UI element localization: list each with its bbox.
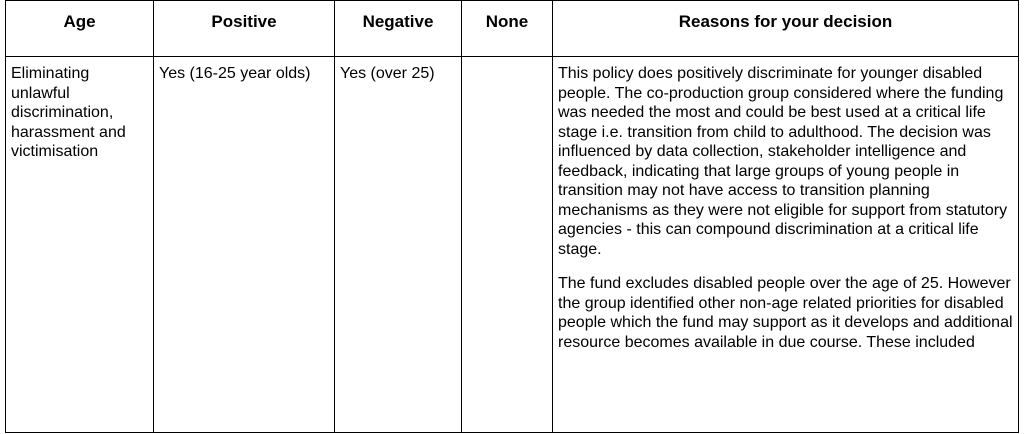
header-reasons: Reasons for your decision [553, 1, 1019, 57]
reasons-paragraph-1: This policy does positively discriminate for younger disabled people. The co-production group considered where the funding was needed the most and could be best used at a critical life stage i.e. transition from child to adulthood. The decision was influenced by data collection, stakeholder intelligence and feedback, indicating that large groups of young people in transition may not have access to transition planning mechanisms as they were not eligible for support from statutory agencies - this can compound discrimination at a critical life stage. [558, 65, 1008, 258]
table-row [6, 57, 1019, 433]
cell-none [462, 57, 553, 433]
header-none: None [462, 1, 553, 57]
cell-age-category: Eliminating unlawful discrimination, harassment and victimisation [6, 57, 154, 433]
header-row [6, 1, 1019, 57]
header-negative: Negative [335, 1, 462, 57]
cell-reasons [553, 57, 1019, 433]
header-age: Age [6, 1, 154, 57]
reasons-paragraph-2: The fund excludes disabled people over the age of 25. However the group identified other non-age related priorities for disabled people which the fund may support as it develops and additional resource becomes available in due course. These included [558, 275, 1013, 351]
equality-impact-table [5, 0, 1019, 433]
cell-negative: Yes (over 25) [335, 57, 462, 433]
cell-positive: Yes (16-25 year olds) [154, 57, 335, 433]
header-positive: Positive [154, 1, 335, 57]
